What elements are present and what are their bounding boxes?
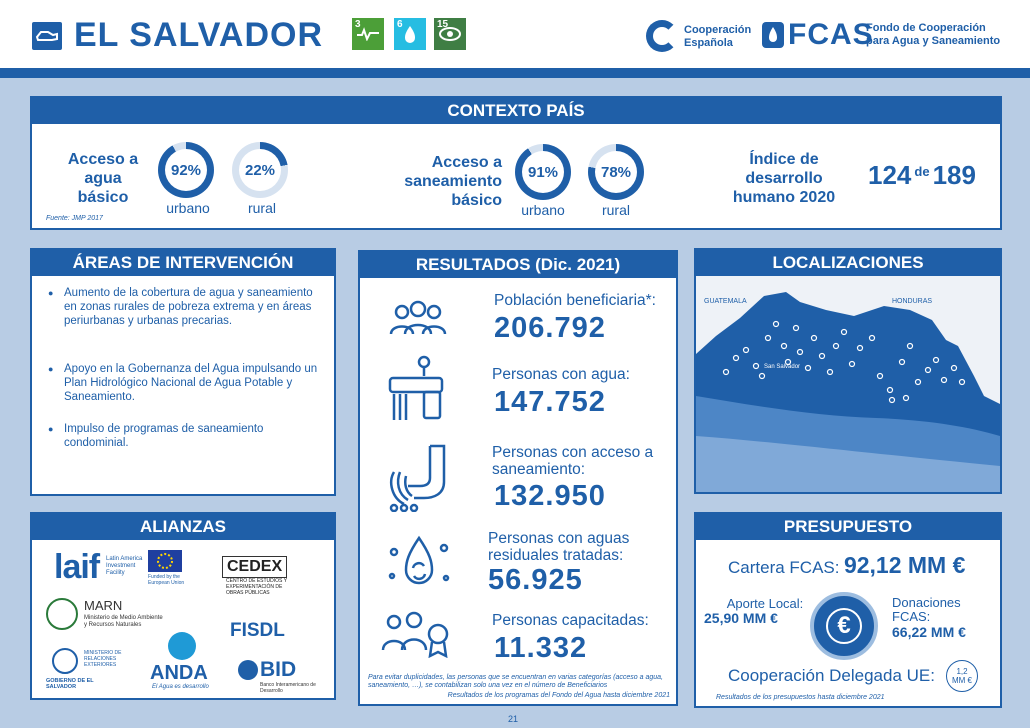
wastewater-drop-icon: [386, 532, 452, 597]
fisdl-logo: FISDL: [230, 620, 285, 641]
alianzas-title: ALIANZAS: [32, 514, 334, 540]
san-urbano-caption: urbano: [521, 202, 565, 218]
localizaciones-title: LOCALIZACIONES: [696, 250, 1000, 276]
idh-rank: 124: [868, 160, 912, 190]
aporte-value: 25,90 MM €: [704, 610, 778, 626]
sanitation-pipe-icon: [384, 442, 454, 517]
resultados-title: RESULTADOS (Dic. 2021): [360, 252, 676, 278]
idh-de: de: [914, 164, 930, 179]
san-rural-caption: rural: [601, 202, 630, 218]
fcas-drop-icon: [762, 22, 784, 48]
fcas-line2: para Agua y Saneamiento: [866, 35, 1001, 47]
delegada-value: 1,2: [956, 667, 968, 676]
areas-panel: [30, 248, 336, 496]
fcas-line1: Fondo de Cooperación: [866, 22, 986, 34]
anda-logo: ANDA: [150, 662, 208, 684]
resultados-footnote: Para evitar duplicidades, las personas que se encuentran en varias categorías (acceso a agua, saneamiento, …), se contabilizan solo una vez en el número de Beneficiarios: [368, 674, 663, 689]
poblacion-value: 206.792: [494, 312, 606, 344]
gobierno-label: GOBIERNO DE EL SALVADOR: [46, 678, 94, 690]
anda-tagline: El Agua es desarrollo: [152, 684, 209, 690]
anda-drop-icon: [168, 632, 196, 660]
contexto-panel: [30, 96, 1002, 230]
donaciones-value: 66,22 MM €: [892, 624, 966, 640]
presupuesto-title: PRESUPUESTO: [696, 514, 1000, 540]
country-title: EL SALVADOR: [74, 16, 324, 54]
agua-urbano-caption: urbano: [166, 200, 210, 216]
guatemala-label: GUATEMALA: [704, 298, 747, 305]
euro-symbol: €: [826, 608, 862, 644]
laif-description: Latin America Investment Facility: [106, 556, 143, 576]
marn-description: Ministerio de Medio Ambiente y Recursos Naturales: [84, 615, 163, 628]
agua-rural-value: 22%: [239, 149, 281, 191]
agua-label: Acceso a agua básico: [67, 151, 139, 206]
areas-title: ÁREAS DE INTERVENCIÓN: [32, 250, 334, 276]
marn-seal-icon: [46, 598, 78, 630]
cartera-value: 92,12 MM €: [843, 552, 966, 578]
honduras-label: HONDURAS: [892, 298, 933, 305]
agua-personas-label: Personas con agua:: [492, 366, 630, 383]
cooperacion-espanola-logo-icon: [646, 20, 678, 52]
fcas-logo-description: [866, 22, 1000, 48]
trained-people-icon: [380, 610, 452, 663]
saneamiento-personas-label: Personas con acceso a saneamiento:: [492, 444, 654, 478]
delegada-label: Cooperación Delegada UE:: [728, 666, 935, 685]
areas-item-2: ● Apoyo en la Gobernanza del Agua impulsando un Plan Hidrológico Nacional de Agua Potable y Saneamiento.: [48, 362, 328, 404]
san-urbano-donut: [515, 144, 571, 200]
page-header: [0, 0, 1030, 78]
page-number: 21: [508, 714, 519, 724]
agua-rural-caption: rural: [247, 200, 276, 216]
aporte-label: Aporte Local:: [726, 596, 804, 611]
cartera-label: Cartera FCAS:: [728, 558, 840, 577]
ministerio-label: MINISTERIO DE RELACIONES EXTERIORES: [84, 650, 122, 668]
san-rural-value: 78%: [595, 151, 637, 193]
contexto-source: Fuente: JMP 2017: [46, 215, 103, 222]
agua-personas-value: 147.752: [494, 386, 606, 418]
resultados-panel: [358, 250, 678, 706]
header-divider: [0, 68, 1030, 78]
eu-funded-label: Funded by the European Union: [148, 574, 185, 586]
agua-urbano-donut: [158, 142, 214, 198]
coop-line1: Cooperación: [684, 24, 752, 36]
agua-urbano-value: 92%: [165, 149, 207, 191]
delegada-unit: MM €: [952, 676, 972, 685]
people-group-icon: [388, 300, 448, 341]
presupuesto-footnote: Resultados de los presupuestos hasta diciembre 2021: [716, 694, 885, 701]
bid-circle-icon: [238, 660, 258, 680]
bid-logo: BID: [260, 658, 297, 681]
resultados-footnote-2: Resultados de los programas del Fondo del Agua hasta diciembre 2021: [447, 692, 670, 699]
cartera-row: [728, 552, 965, 579]
sdg-6-water-icon: 6: [394, 18, 426, 50]
aguas-residuales-value: 56.925: [488, 564, 583, 596]
capacitadas-label: Personas capacitadas:: [492, 612, 649, 629]
idh-label: Índice de desarrollo humano 2020: [732, 151, 836, 206]
gobierno-seal-icon: [52, 648, 78, 674]
agua-rural-donut: [232, 142, 288, 198]
cooperacion-espanola-logo: [684, 24, 751, 50]
water-tap-icon: [386, 354, 456, 429]
bid-description: Banco Interamericano de Desarrollo: [260, 682, 316, 694]
alianzas-panel: [30, 512, 336, 700]
san-urbano-value: 91%: [522, 151, 564, 193]
laif-logo: laif: [54, 548, 100, 586]
euro-circle-icon: [810, 592, 878, 660]
sdg-3-health-icon: 3: [352, 18, 384, 50]
idh-value: [868, 160, 976, 191]
saneamiento-label: Acceso a saneamiento básico: [404, 154, 502, 209]
contexto-title: CONTEXTO PAÍS: [32, 98, 1000, 124]
fcas-logo-word: FCAS: [788, 18, 874, 51]
capacitadas-value: 11.332: [494, 632, 588, 664]
donaciones-label: Donaciones FCAS:: [892, 595, 961, 624]
presupuesto-panel: [694, 512, 1002, 708]
idh-total: 189: [932, 160, 976, 190]
areas-item-3: ● Impulso de programas de saneamiento condominial.: [48, 422, 328, 450]
localizaciones-panel: [694, 248, 1002, 494]
eu-flag-icon: [148, 550, 182, 572]
poblacion-label: Población beneficiaria*:: [494, 292, 656, 309]
country-map-icon: [32, 22, 62, 50]
marn-logo: MARN: [84, 598, 123, 613]
saneamiento-personas-value: 132.950: [494, 480, 606, 512]
delegada-value-circle: [946, 660, 978, 692]
cedex-description: CENTRO DE ESTUDIOS Y EXPERIMENTACIÓN DE OBRAS PÚBLICAS: [226, 578, 287, 596]
coop-line2: Española: [684, 37, 733, 49]
san-rural-donut: [588, 144, 644, 200]
san-salvador-label: San Salvador: [764, 364, 801, 370]
sdg-15-life-icon: 15: [434, 18, 466, 50]
cedex-logo: CEDEX: [222, 556, 287, 578]
aguas-residuales-label: Personas con aguas residuales tratadas:: [488, 530, 630, 564]
areas-item-1: ● Aumento de la cobertura de agua y saneamiento en zonas rurales de pobreza extrema y en áreas periurbanas y urbanas precarias.: [48, 286, 328, 328]
project-location-markers: [696, 276, 1000, 492]
